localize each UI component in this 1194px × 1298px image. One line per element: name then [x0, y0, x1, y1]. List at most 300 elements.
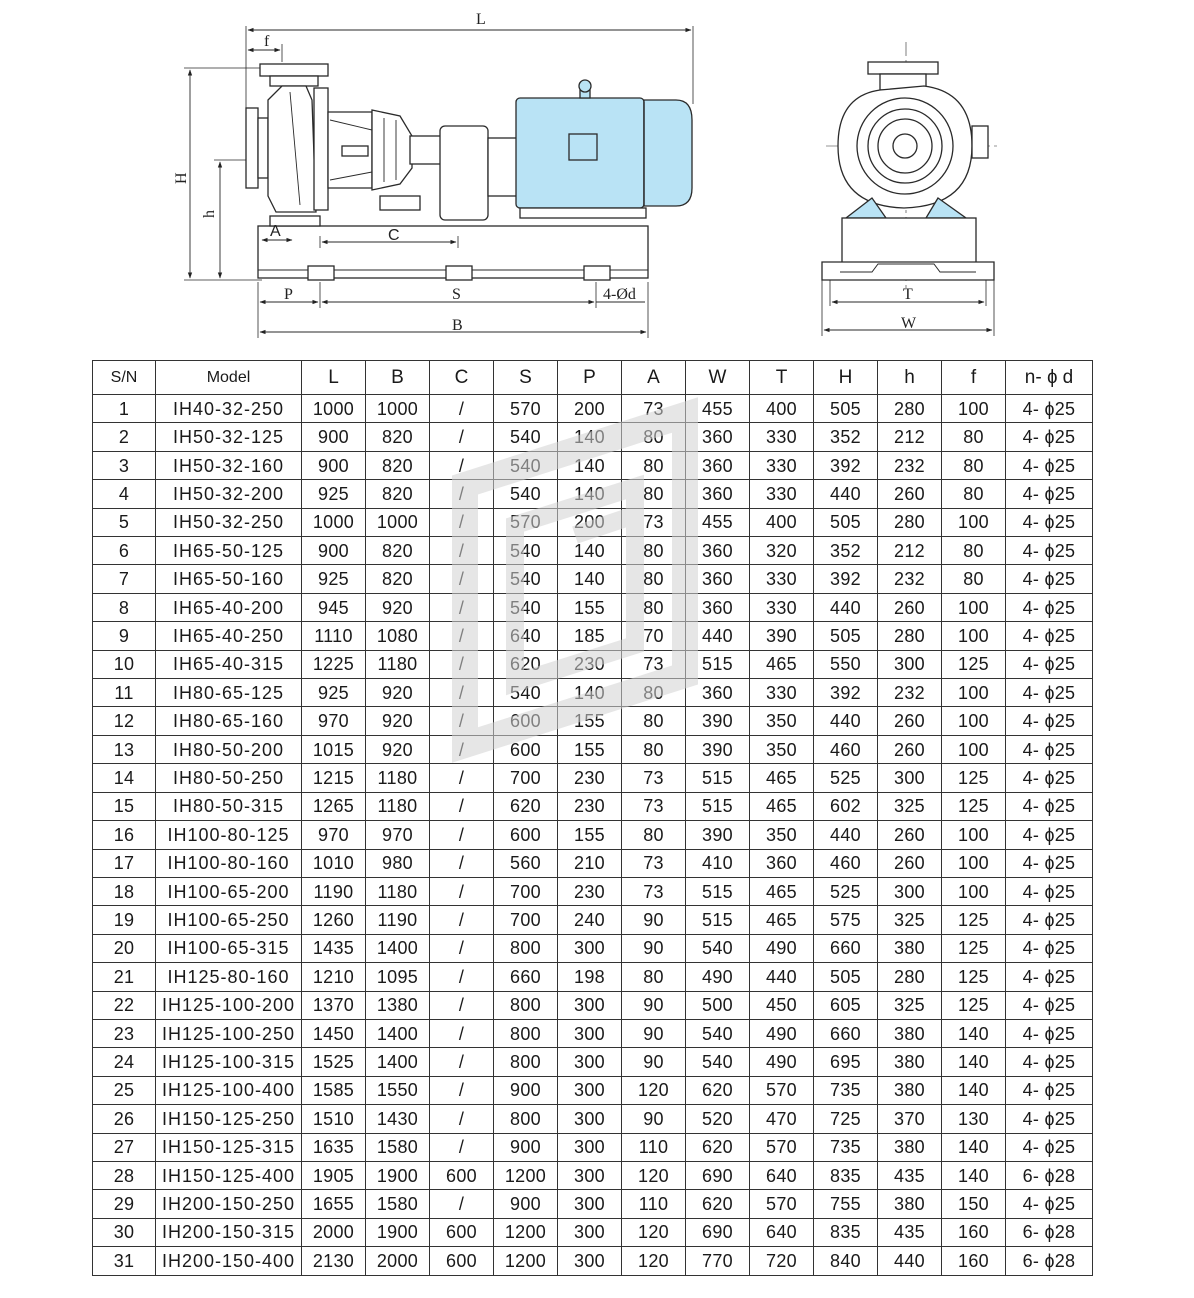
cell-A: 73	[622, 395, 686, 423]
cell-f: 125	[942, 792, 1006, 820]
cell-sn: 1	[93, 395, 156, 423]
cell-P: 200	[558, 395, 622, 423]
table-row	[93, 963, 1093, 991]
header-L: L	[302, 361, 366, 395]
cell-f: 100	[942, 593, 1006, 621]
cell-T: 350	[750, 735, 814, 763]
cell-model: IH65-50-160	[156, 565, 302, 593]
cell-f: 100	[942, 395, 1006, 423]
cell-L: 1225	[302, 650, 366, 678]
cell-L: 1265	[302, 792, 366, 820]
cell-A: 90	[622, 934, 686, 962]
cell-W: 490	[686, 963, 750, 991]
cell-T: 360	[750, 849, 814, 877]
cell-holes: 4- ɸ25	[1006, 764, 1093, 792]
cell-W: 515	[686, 792, 750, 820]
cell-h: 380	[878, 1048, 942, 1076]
cell-H: 835	[814, 1161, 878, 1189]
cell-B: 820	[366, 451, 430, 479]
cell-P: 185	[558, 622, 622, 650]
table-row	[93, 679, 1093, 707]
cell-H: 505	[814, 395, 878, 423]
cell-W: 515	[686, 877, 750, 905]
terminal-box	[569, 134, 597, 160]
cell-T: 465	[750, 877, 814, 905]
cell-W: 455	[686, 508, 750, 536]
cell-W: 620	[686, 1190, 750, 1218]
cell-A: 73	[622, 650, 686, 678]
cell-C: /	[430, 735, 494, 763]
cell-model: IH125-100-400	[156, 1076, 302, 1104]
cell-S: 800	[494, 934, 558, 962]
table-row	[93, 934, 1093, 962]
cell-L: 2130	[302, 1247, 366, 1276]
label-A: A	[270, 223, 281, 240]
cell-S: 1200	[494, 1218, 558, 1246]
cell-A: 90	[622, 991, 686, 1019]
cell-W: 410	[686, 849, 750, 877]
cell-T: 330	[750, 480, 814, 508]
cell-L: 1905	[302, 1161, 366, 1189]
cell-L: 1585	[302, 1076, 366, 1104]
cell-S: 620	[494, 650, 558, 678]
cell-model: IH100-65-315	[156, 934, 302, 962]
cell-H: 505	[814, 963, 878, 991]
cell-A: 80	[622, 565, 686, 593]
table-row	[93, 650, 1093, 678]
cell-W: 515	[686, 906, 750, 934]
cell-h: 260	[878, 480, 942, 508]
cell-S: 620	[494, 792, 558, 820]
cell-H: 440	[814, 593, 878, 621]
cell-T: 330	[750, 593, 814, 621]
cell-B: 1400	[366, 1048, 430, 1076]
cell-sn: 2	[93, 423, 156, 451]
cell-W: 770	[686, 1247, 750, 1276]
cell-L: 925	[302, 679, 366, 707]
cell-H: 352	[814, 423, 878, 451]
cell-sn: 22	[93, 991, 156, 1019]
cell-sn: 31	[93, 1247, 156, 1276]
cell-B: 820	[366, 565, 430, 593]
cell-L: 1210	[302, 963, 366, 991]
cell-W: 360	[686, 480, 750, 508]
cell-model: IH80-65-160	[156, 707, 302, 735]
cell-B: 1095	[366, 963, 430, 991]
cell-W: 620	[686, 1133, 750, 1161]
cell-W: 500	[686, 991, 750, 1019]
cell-A: 80	[622, 735, 686, 763]
cell-T: 330	[750, 451, 814, 479]
cell-model: IH200-150-315	[156, 1218, 302, 1246]
label-S: S	[452, 286, 461, 303]
cell-A: 120	[622, 1161, 686, 1189]
cell-P: 300	[558, 1019, 622, 1047]
cell-S: 1200	[494, 1161, 558, 1189]
cell-h: 435	[878, 1161, 942, 1189]
cell-A: 73	[622, 508, 686, 536]
cell-f: 100	[942, 849, 1006, 877]
cell-h: 380	[878, 1019, 942, 1047]
cell-B: 920	[366, 707, 430, 735]
cell-f: 100	[942, 821, 1006, 849]
cell-holes: 4- ɸ25	[1006, 1076, 1093, 1104]
cell-h: 380	[878, 1190, 942, 1218]
label-holes: 4-Ød	[603, 286, 636, 303]
cell-S: 800	[494, 1019, 558, 1047]
cell-model: IH150-125-400	[156, 1161, 302, 1189]
cell-C: /	[430, 622, 494, 650]
cell-holes: 4- ɸ25	[1006, 735, 1093, 763]
cell-T: 330	[750, 679, 814, 707]
cell-W: 360	[686, 593, 750, 621]
cell-C: /	[430, 877, 494, 905]
cell-T: 640	[750, 1218, 814, 1246]
header-P: P	[558, 361, 622, 395]
cell-f: 160	[942, 1247, 1006, 1276]
cell-f: 80	[942, 423, 1006, 451]
cell-W: 360	[686, 679, 750, 707]
cell-P: 200	[558, 508, 622, 536]
cell-W: 620	[686, 1076, 750, 1104]
cell-H: 755	[814, 1190, 878, 1218]
cell-h: 280	[878, 622, 942, 650]
table-header-row	[93, 361, 1093, 395]
cell-P: 300	[558, 1190, 622, 1218]
cell-model: IH150-125-315	[156, 1133, 302, 1161]
cell-L: 1215	[302, 764, 366, 792]
cell-f: 130	[942, 1105, 1006, 1133]
cell-A: 80	[622, 821, 686, 849]
header-A: A	[622, 361, 686, 395]
cell-C: /	[430, 1133, 494, 1161]
cell-h: 260	[878, 821, 942, 849]
cell-sn: 14	[93, 764, 156, 792]
cell-model: IH80-50-315	[156, 792, 302, 820]
cell-model: IH100-65-250	[156, 906, 302, 934]
label-h: h	[201, 210, 218, 218]
label-P: P	[284, 286, 293, 303]
cell-f: 100	[942, 679, 1006, 707]
cell-model: IH200-150-400	[156, 1247, 302, 1276]
cell-holes: 4- ɸ25	[1006, 963, 1093, 991]
cell-sn: 23	[93, 1019, 156, 1047]
cell-f: 160	[942, 1218, 1006, 1246]
dimension-drawing	[0, 0, 1194, 350]
cell-B: 1190	[366, 906, 430, 934]
cell-sn: 8	[93, 593, 156, 621]
cell-sn: 29	[93, 1190, 156, 1218]
cell-B: 1580	[366, 1133, 430, 1161]
cell-H: 605	[814, 991, 878, 1019]
cell-B: 970	[366, 821, 430, 849]
cell-h: 280	[878, 508, 942, 536]
cell-h: 260	[878, 735, 942, 763]
cell-P: 140	[558, 537, 622, 565]
cell-W: 690	[686, 1161, 750, 1189]
cell-holes: 4- ɸ25	[1006, 877, 1093, 905]
cell-f: 125	[942, 906, 1006, 934]
cell-S: 540	[494, 565, 558, 593]
cell-h: 260	[878, 707, 942, 735]
cell-H: 352	[814, 537, 878, 565]
table-row	[93, 849, 1093, 877]
cell-f: 150	[942, 1190, 1006, 1218]
table-row	[93, 1019, 1093, 1047]
cell-T: 465	[750, 906, 814, 934]
cell-C: /	[430, 1019, 494, 1047]
cell-model: IH65-40-250	[156, 622, 302, 650]
lifting-eye	[579, 80, 591, 92]
cell-h: 280	[878, 395, 942, 423]
cell-A: 73	[622, 764, 686, 792]
cell-T: 490	[750, 1048, 814, 1076]
cell-A: 120	[622, 1247, 686, 1276]
cell-model: IH80-50-200	[156, 735, 302, 763]
cell-A: 120	[622, 1218, 686, 1246]
cell-C: /	[430, 707, 494, 735]
cell-H: 505	[814, 622, 878, 650]
cell-A: 90	[622, 1105, 686, 1133]
cell-model: IH125-80-160	[156, 963, 302, 991]
cell-B: 1000	[366, 508, 430, 536]
cell-A: 80	[622, 679, 686, 707]
cell-A: 90	[622, 1048, 686, 1076]
cell-H: 460	[814, 849, 878, 877]
cell-S: 570	[494, 395, 558, 423]
cell-f: 125	[942, 963, 1006, 991]
cell-P: 140	[558, 565, 622, 593]
header-sn: S/N	[93, 361, 156, 395]
cell-A: 110	[622, 1133, 686, 1161]
label-L: L	[476, 11, 486, 28]
cell-H: 440	[814, 480, 878, 508]
cell-B: 820	[366, 480, 430, 508]
cell-S: 570	[494, 508, 558, 536]
cell-T: 320	[750, 537, 814, 565]
cell-L: 1110	[302, 622, 366, 650]
table-row	[93, 1076, 1093, 1104]
cell-W: 390	[686, 821, 750, 849]
table-row	[93, 423, 1093, 451]
cell-h: 212	[878, 423, 942, 451]
cell-holes: 4- ɸ25	[1006, 537, 1093, 565]
cell-sn: 15	[93, 792, 156, 820]
cell-P: 240	[558, 906, 622, 934]
cell-L: 2000	[302, 1218, 366, 1246]
cell-P: 300	[558, 1105, 622, 1133]
cell-T: 350	[750, 821, 814, 849]
cell-model: IH65-40-315	[156, 650, 302, 678]
cell-sn: 12	[93, 707, 156, 735]
cell-h: 325	[878, 792, 942, 820]
cell-f: 140	[942, 1019, 1006, 1047]
cell-W: 390	[686, 707, 750, 735]
cell-W: 390	[686, 735, 750, 763]
cell-holes: 4- ɸ25	[1006, 565, 1093, 593]
cell-model: IH50-32-125	[156, 423, 302, 451]
cell-T: 640	[750, 1161, 814, 1189]
cell-f: 125	[942, 764, 1006, 792]
cell-A: 80	[622, 963, 686, 991]
cell-T: 400	[750, 508, 814, 536]
cell-holes: 4- ɸ25	[1006, 707, 1093, 735]
cell-holes: 4- ɸ25	[1006, 650, 1093, 678]
cell-f: 140	[942, 1133, 1006, 1161]
cell-f: 140	[942, 1161, 1006, 1189]
cell-L: 1370	[302, 991, 366, 1019]
cell-C: /	[430, 565, 494, 593]
cell-S: 640	[494, 622, 558, 650]
cell-sn: 13	[93, 735, 156, 763]
cell-T: 350	[750, 707, 814, 735]
cell-sn: 27	[93, 1133, 156, 1161]
cell-holes: 4- ɸ25	[1006, 1190, 1093, 1218]
table-row	[93, 877, 1093, 905]
cell-H: 525	[814, 764, 878, 792]
cell-P: 140	[558, 679, 622, 707]
cell-sn: 18	[93, 877, 156, 905]
cell-B: 1080	[366, 622, 430, 650]
cell-L: 1635	[302, 1133, 366, 1161]
cell-A: 70	[622, 622, 686, 650]
cell-f: 100	[942, 735, 1006, 763]
cell-C: /	[430, 963, 494, 991]
cell-B: 1180	[366, 877, 430, 905]
cell-f: 100	[942, 508, 1006, 536]
label-T: T	[903, 286, 913, 303]
cell-B: 820	[366, 423, 430, 451]
cell-S: 540	[494, 423, 558, 451]
cell-C: /	[430, 508, 494, 536]
cell-L: 900	[302, 451, 366, 479]
cell-W: 515	[686, 764, 750, 792]
cell-H: 602	[814, 792, 878, 820]
cell-f: 125	[942, 934, 1006, 962]
cell-S: 900	[494, 1076, 558, 1104]
cell-model: IH65-40-200	[156, 593, 302, 621]
cell-holes: 4- ɸ25	[1006, 1019, 1093, 1047]
cell-L: 1525	[302, 1048, 366, 1076]
cell-P: 300	[558, 1048, 622, 1076]
cell-P: 300	[558, 934, 622, 962]
cell-W: 455	[686, 395, 750, 423]
cell-S: 700	[494, 877, 558, 905]
header-C: C	[430, 361, 494, 395]
table-row	[93, 792, 1093, 820]
cell-holes: 4- ɸ25	[1006, 1105, 1093, 1133]
cell-P: 300	[558, 1218, 622, 1246]
cell-C: /	[430, 991, 494, 1019]
cell-S: 600	[494, 735, 558, 763]
cell-L: 1655	[302, 1190, 366, 1218]
cell-S: 800	[494, 991, 558, 1019]
cell-A: 80	[622, 480, 686, 508]
cell-sn: 3	[93, 451, 156, 479]
cell-sn: 21	[93, 963, 156, 991]
cell-S: 800	[494, 1105, 558, 1133]
cell-B: 1400	[366, 934, 430, 962]
table-row	[93, 1247, 1093, 1276]
cell-L: 1450	[302, 1019, 366, 1047]
table-row	[93, 537, 1093, 565]
cell-holes: 6- ɸ28	[1006, 1247, 1093, 1276]
cell-B: 920	[366, 735, 430, 763]
cell-holes: 4- ɸ25	[1006, 934, 1093, 962]
cell-holes: 4- ɸ25	[1006, 622, 1093, 650]
cell-H: 660	[814, 1019, 878, 1047]
cell-A: 80	[622, 707, 686, 735]
cell-H: 660	[814, 934, 878, 962]
cell-P: 300	[558, 1161, 622, 1189]
cell-holes: 4- ɸ25	[1006, 593, 1093, 621]
cell-C: /	[430, 1190, 494, 1218]
cell-A: 73	[622, 877, 686, 905]
cell-holes: 4- ɸ25	[1006, 1133, 1093, 1161]
cell-L: 1510	[302, 1105, 366, 1133]
cell-L: 1435	[302, 934, 366, 962]
cell-H: 575	[814, 906, 878, 934]
cell-A: 110	[622, 1190, 686, 1218]
table-row	[93, 707, 1093, 735]
cell-h: 370	[878, 1105, 942, 1133]
cell-sn: 11	[93, 679, 156, 707]
cell-sn: 30	[93, 1218, 156, 1246]
cell-C: /	[430, 480, 494, 508]
cell-model: IH200-150-250	[156, 1190, 302, 1218]
cell-P: 230	[558, 792, 622, 820]
cell-S: 540	[494, 480, 558, 508]
cell-C: /	[430, 679, 494, 707]
table-row	[93, 1133, 1093, 1161]
cell-W: 360	[686, 451, 750, 479]
cell-B: 1580	[366, 1190, 430, 1218]
cell-S: 540	[494, 537, 558, 565]
cell-holes: 4- ɸ25	[1006, 423, 1093, 451]
cell-C: /	[430, 906, 494, 934]
cell-L: 970	[302, 821, 366, 849]
cell-sn: 17	[93, 849, 156, 877]
cell-B: 1180	[366, 650, 430, 678]
cell-S: 700	[494, 906, 558, 934]
cell-C: /	[430, 451, 494, 479]
cell-P: 300	[558, 1133, 622, 1161]
table-row	[93, 395, 1093, 423]
cell-B: 1400	[366, 1019, 430, 1047]
table-row	[93, 480, 1093, 508]
cell-h: 440	[878, 1247, 942, 1276]
cell-S: 540	[494, 451, 558, 479]
cell-A: 73	[622, 792, 686, 820]
cell-h: 435	[878, 1218, 942, 1246]
cell-B: 1900	[366, 1161, 430, 1189]
cell-C: /	[430, 1105, 494, 1133]
cell-L: 925	[302, 480, 366, 508]
cell-A: 80	[622, 423, 686, 451]
cell-S: 1200	[494, 1247, 558, 1276]
cell-h: 300	[878, 764, 942, 792]
cell-W: 440	[686, 622, 750, 650]
cell-L: 1010	[302, 849, 366, 877]
cell-H: 460	[814, 735, 878, 763]
cell-sn: 25	[93, 1076, 156, 1104]
cell-B: 980	[366, 849, 430, 877]
header-h: h	[878, 361, 942, 395]
table-row	[93, 1218, 1093, 1246]
cell-h: 300	[878, 650, 942, 678]
cell-sn: 7	[93, 565, 156, 593]
cell-S: 600	[494, 821, 558, 849]
